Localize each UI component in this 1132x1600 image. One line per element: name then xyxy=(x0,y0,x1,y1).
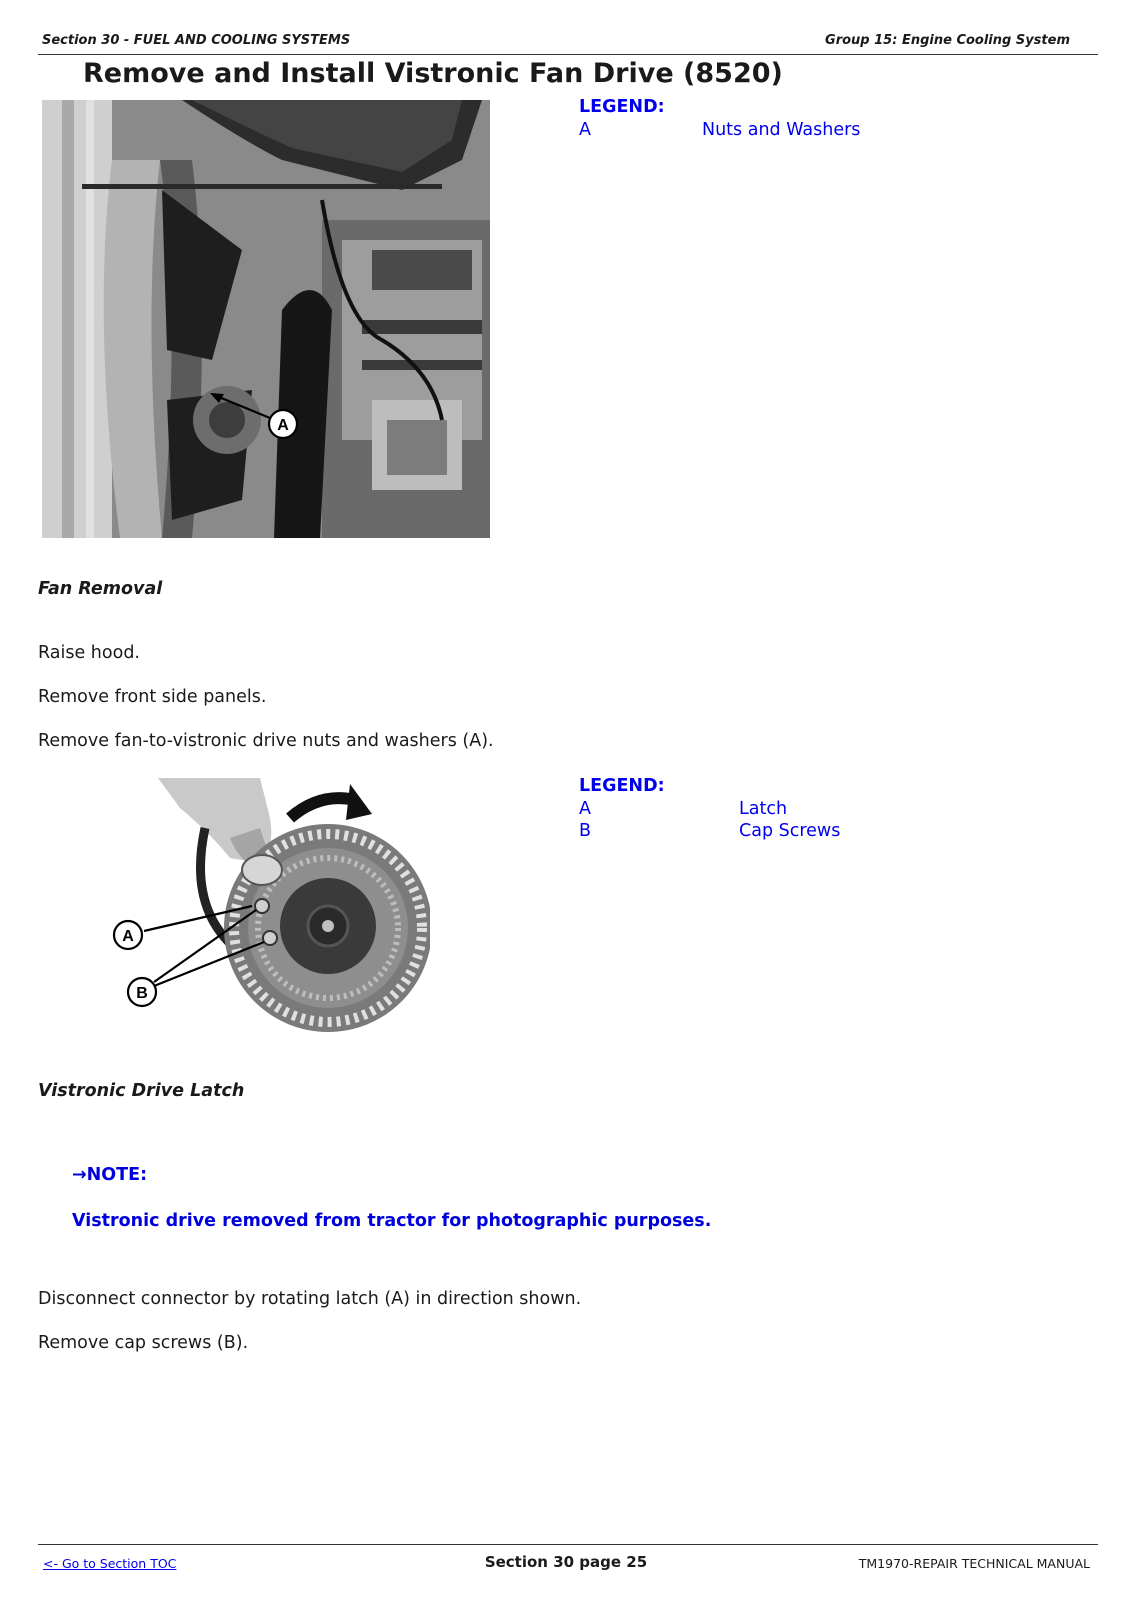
legend-figure-2 xyxy=(579,775,840,842)
step-raise-hood: Raise hood. xyxy=(38,643,140,663)
legend-heading: LEGEND: xyxy=(579,776,665,796)
legend-row xyxy=(579,119,860,141)
fan-drive-photo xyxy=(42,100,490,538)
running-header-group: Group 15: Engine Cooling System xyxy=(825,33,1070,48)
legend-row xyxy=(579,798,840,820)
legend-key: B xyxy=(579,821,592,841)
legend-value: Latch xyxy=(739,799,788,819)
footer-rule xyxy=(38,1544,1098,1545)
note-heading: →NOTE: xyxy=(72,1165,148,1185)
fan-removal-heading: Fan Removal xyxy=(38,579,163,599)
step-remove-cap-screws: Remove cap screws (B). xyxy=(38,1333,249,1353)
header-rule xyxy=(38,54,1098,55)
legend-row xyxy=(579,820,840,842)
step-disconnect-connector: Disconnect connector by rotating latch (A) in direction shown. xyxy=(38,1289,582,1309)
legend-figure-1 xyxy=(579,96,860,141)
legend-value: Cap Screws xyxy=(739,821,841,841)
latch-heading: Vistronic Drive Latch xyxy=(38,1081,245,1101)
legend-value: Nuts and Washers xyxy=(702,120,861,140)
legend-key: A xyxy=(579,120,591,140)
page-title: Remove and Install Vistronic Fan Drive (8520) xyxy=(83,58,783,89)
step-remove-nuts: Remove fan-to-vistronic drive nuts and washers (A). xyxy=(38,731,494,751)
legend-key: A xyxy=(579,799,591,819)
callout-a-label: A xyxy=(277,417,289,434)
section-toc-link[interactable]: <- Go to Section TOC xyxy=(43,1556,177,1571)
page-number: Section 30 page 25 xyxy=(484,1553,648,1571)
callout-a-label: A xyxy=(122,928,134,945)
note-text: Vistronic drive removed from tractor for photographic purposes. xyxy=(72,1211,712,1231)
step-remove-panels: Remove front side panels. xyxy=(38,687,267,707)
callout-b-label: B xyxy=(136,985,148,1002)
running-header-section: Section 30 - FUEL AND COOLING SYSTEMS xyxy=(42,33,351,48)
vistronic-drive-photo xyxy=(110,778,430,1040)
legend-heading: LEGEND: xyxy=(579,97,665,117)
manual-name: TM1970-REPAIR TECHNICAL MANUAL xyxy=(858,1556,1090,1571)
